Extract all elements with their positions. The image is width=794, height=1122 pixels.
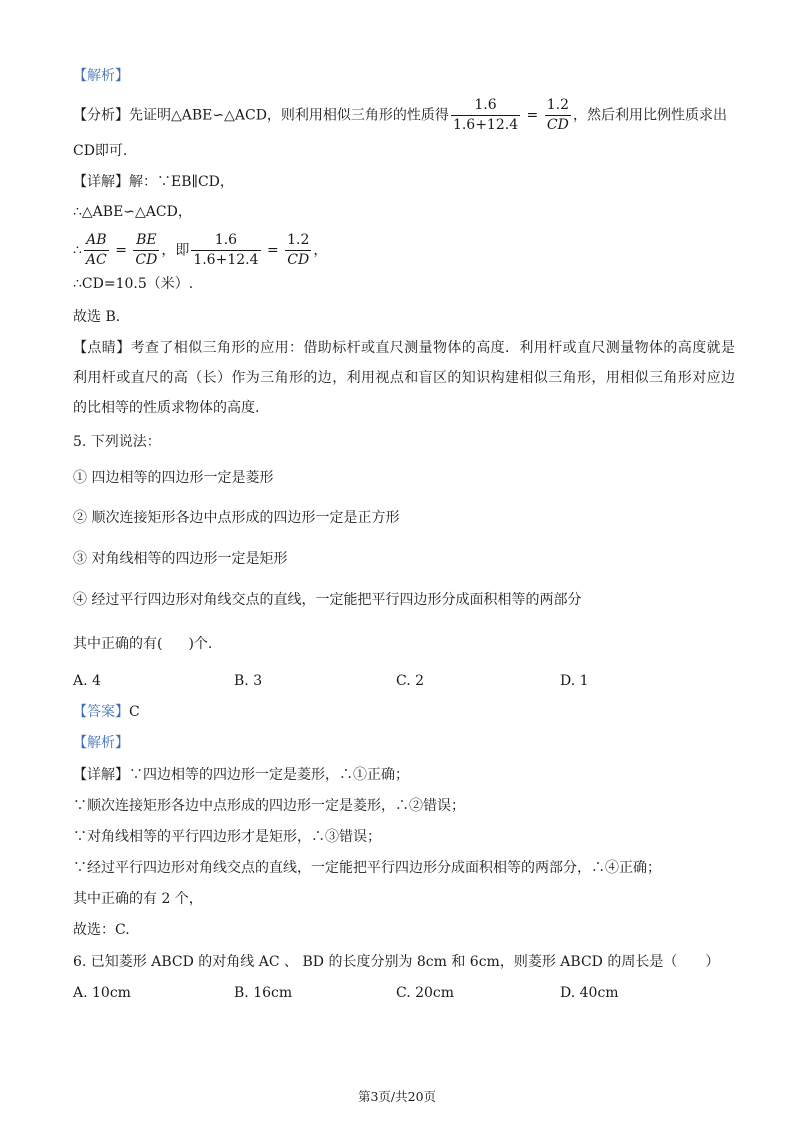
- q6-option-b: B. 16cm: [234, 985, 293, 1001]
- fraction-ab-ac: [84, 231, 109, 270]
- q5-option-c: C. 2: [396, 673, 425, 689]
- analysis-paragraph-line2: CD即可.: [73, 143, 128, 159]
- q5-option-b: B. 3: [234, 673, 263, 689]
- q5-statement-4: ④ 经过平行四边形对角线交点的直线，一定能把平行四边形分成面积相等的两部分: [73, 592, 582, 608]
- q5-option-d: D. 1: [560, 673, 589, 689]
- q5-detail-line3: ∵对角线相等的平行四边形才是矩形，∴③错误；: [73, 829, 381, 845]
- q5-question-post: )个.: [188, 636, 213, 652]
- q5-detail-line2: ∵顺次连接矩形各边中点形成的四边形一定是菱形，∴②错误；: [73, 798, 465, 814]
- analysis-text-tail: ，然后利用比例性质求出: [573, 107, 728, 124]
- q5-option-a: A. 4: [73, 673, 101, 689]
- detail-line3-end: ，: [313, 242, 328, 259]
- q5-detail-line1: [73, 765, 409, 785]
- page-footer: 第3页/共20页: [357, 1089, 437, 1104]
- fraction-2-denominator: CD: [546, 117, 569, 133]
- detail-tag: 【详解】: [73, 174, 129, 190]
- fraction-4: [285, 231, 311, 270]
- q6-option-c: C. 20cm: [396, 985, 455, 1001]
- q5-detail-text: ∵四边相等的四边形一定是菱形，∴①正确；: [129, 767, 409, 783]
- q5-statement-2: ② 顺次连接矩形各边中点形成的四边形一定是正方形: [73, 510, 400, 526]
- fraction-1-denominator: 1.6+12.4: [452, 117, 519, 133]
- q6-option-d: D. 40cm: [560, 985, 619, 1001]
- fraction-3-denominator: 1.6+12.4: [193, 252, 259, 268]
- fraction-be-cd: [133, 231, 159, 270]
- fraction-2-numerator: 1.2: [545, 96, 571, 116]
- analysis-text: 先证明△ABE∽△ACD，则利用相似三角形的性质得: [129, 107, 449, 124]
- fraction-be-numerator: BE: [133, 231, 159, 251]
- q5-detail-tag: 【详解】: [73, 767, 129, 783]
- fraction-ac-denominator: AC: [85, 252, 107, 268]
- comment-line1: [73, 338, 735, 358]
- fraction-2: [545, 96, 571, 135]
- fraction-4-numerator: 1.2: [285, 231, 311, 251]
- analysis-paragraph-line1: 【分析】先证明△ABE∽△ACD，则利用相似三角形的性质得 $\frac{1.6}{1.6+12.4}$ = $\frac{1.2}{CD}$ ，然后利用比例性质求出: [73, 97, 728, 133]
- answer-value: C: [129, 704, 140, 720]
- fraction-4-denominator: CD: [287, 252, 310, 268]
- q5-question-pre: 其中正确的有(: [73, 636, 163, 652]
- comment-text: 考查了相似三角形的应用：借助标杆或直尺测量物体的高度．利用杆或直尺测量物体的高度就是: [130, 340, 736, 356]
- q5-analysis-heading: 【解析】: [73, 735, 129, 751]
- comment-line2: 利用杆或直尺的高（长）作为三角形的边，利用视点和盲区的知识构建相似三角形，用相似三角形对应边: [73, 370, 736, 386]
- q5-statement-3: ③ 对角线相等的四边形一定是矩形: [73, 551, 288, 567]
- detail-line4: ∴CD=10.5（米）.: [73, 276, 194, 292]
- therefore-symbol: ∴: [73, 242, 82, 259]
- detail-line2: ∴△ABE∽△ACD，: [73, 204, 192, 220]
- detail-line3: ∴ $\frac{AB}{AC}$ = $\frac{BE}{CD}$ ，即 $\frac{1.6}{1.6+12.4}$ = $\frac{1.2}{CD}$ ，: [73, 232, 328, 268]
- fraction-1-numerator: 1.6: [451, 96, 520, 116]
- detail-line3-mid: ，即: [161, 242, 190, 259]
- q5-question: [73, 634, 212, 654]
- q5-stem: 5. 下列说法：: [73, 434, 161, 450]
- fraction-1: [451, 96, 520, 135]
- q5-detail-line4: ∵经过平行四边形对角线交点的直线，一定能把平行四边形分成面积相等的两部分，∴④正确；: [73, 860, 661, 876]
- fraction-3-numerator: 1.6: [191, 231, 260, 251]
- q5-choose: 故选：C.: [73, 922, 130, 938]
- answer-tag: 【答案】: [73, 704, 129, 720]
- comment-line3: 的比相等的性质求物体的高度.: [73, 400, 260, 416]
- q6-stem: 6. 已知菱形 ABCD 的对角线 AC 、 BD 的长度分别为 8cm 和 6cm，则菱形 ABCD 的周长是（ ）: [73, 954, 720, 970]
- q5-statement-1: ① 四边相等的四边形一定是菱形: [73, 470, 274, 486]
- choose-line: 故选 B.: [73, 309, 121, 325]
- detail-text: 解：∵EB∥CD，: [129, 174, 234, 190]
- q5-detail-line5: 其中正确的有 2 个，: [73, 891, 203, 907]
- analysis-heading: 【解析】: [73, 68, 129, 84]
- q6-option-a: A. 10cm: [73, 985, 131, 1001]
- fraction-ab-numerator: AB: [84, 231, 109, 251]
- fraction-3: [191, 231, 260, 270]
- q5-answer: [73, 702, 140, 722]
- analysis-tag: 【分析】: [73, 107, 129, 124]
- fraction-cd-denominator: CD: [135, 252, 158, 268]
- comment-tag: 【点睛】: [73, 340, 131, 356]
- detail-line1: [73, 172, 234, 192]
